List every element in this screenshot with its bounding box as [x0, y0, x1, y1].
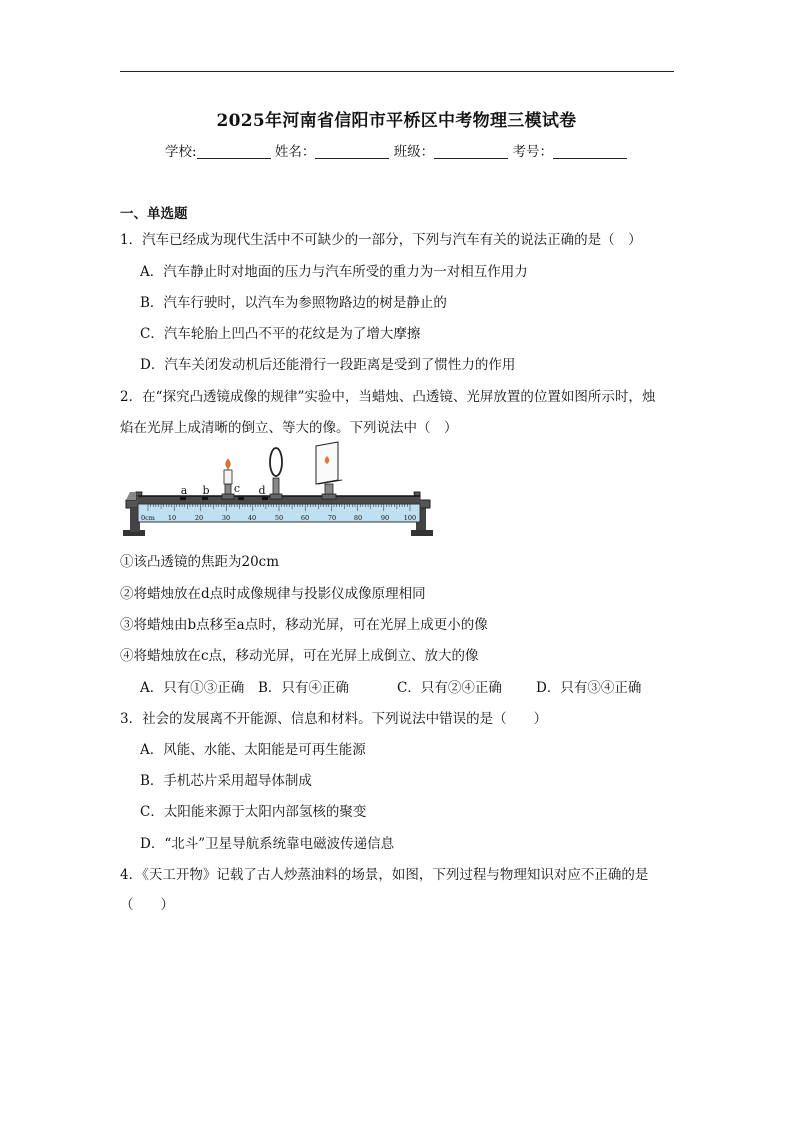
exam-number-label: 考号： [512, 144, 553, 160]
light-screen [316, 442, 342, 499]
point-a-marker [180, 497, 186, 500]
right-foot [411, 530, 433, 536]
q3-stem: 3．社会的发展离不开能源、信息和材料。下列说法中错误的是（ ） [120, 711, 548, 727]
q2-statement-3: ③将蜡烛由b点移至a点时，移动光屏，可在光屏上成更小的像 [120, 617, 488, 633]
class-label: 班级： [393, 144, 435, 160]
scale-label: 80 [353, 514, 363, 522]
point-d-marker [262, 497, 268, 500]
class-blank [434, 144, 508, 159]
left-support-top [126, 492, 136, 500]
school-label: 学校: [165, 144, 197, 160]
q3-option-c: C．太阳能来源于太阳内部氢核的聚变 [140, 804, 367, 820]
scale-label: 50 [274, 514, 284, 522]
q1-option-b: B．汽车行驶时，以汽车为参照物路边的树是静止的 [140, 295, 447, 311]
q3-option-d: D．“北斗”卫星导航系统靠电磁波传递信息 [140, 836, 395, 852]
q2-option-d: D．只有③④正确 [536, 680, 642, 696]
school-blank [197, 144, 271, 159]
q2-stem-line1: 2．在“探究凸透镜成像的规律”实验中，当蜡烛、凸透镜、光屏放置的位置如图所示时，烛 [120, 389, 656, 405]
q2-option-b: B．只有④正确 [258, 680, 349, 696]
point-label-a: a [180, 484, 188, 497]
q1-option-a: A．汽车静止时对地面的压力与汽车所受的重力为一对相互作用力 [140, 264, 528, 280]
name-label: 姓名： [274, 144, 316, 160]
scale-label: 90 [380, 514, 390, 522]
q3-option-b: B．手机芯片采用超导体制成 [140, 773, 312, 789]
q3-option-a: A．风能、水能、太阳能是可再生能源 [140, 742, 366, 758]
scale-label: 70 [327, 514, 337, 522]
scale-label: 60 [300, 514, 310, 522]
point-b-marker [202, 497, 208, 500]
scale-label: 40 [247, 514, 257, 522]
header-rule [120, 71, 674, 72]
q4-stem-line2: （ ） [120, 897, 174, 913]
point-label-c: c [233, 482, 241, 495]
section-heading: 一、单选题 [120, 206, 188, 222]
exam-number-blank [553, 144, 627, 159]
point-label-d: d [258, 484, 266, 497]
convex-lens [270, 448, 282, 499]
point-label-b: b [202, 484, 210, 497]
q1-option-d: D．汽车关闭发动机后还能滑行一段距离是受到了惯性力的作用 [140, 357, 516, 373]
q1-stem: 1．汽车已经成为现代生活中不可缺少的一部分，下列与汽车有关的说法正确的是（ ） [120, 232, 642, 248]
scale-label: 0cm [141, 514, 155, 522]
scale-label: 10 [167, 514, 177, 522]
scale-label: 20 [194, 514, 204, 522]
name-blank [315, 144, 389, 159]
q2-option-c: C．只有②④正确 [397, 680, 502, 696]
optical-bench-figure [122, 440, 438, 542]
exam-title: 2025年河南省信阳市平桥区中考物理三模试卷 [216, 111, 577, 131]
q1-option-c: C．汽车轮胎上凹凸不平的花纹是为了增大摩擦 [140, 326, 421, 342]
student-info-row [165, 140, 627, 160]
point-c-marker [238, 497, 244, 500]
q2-statement-4: ④将蜡烛放在c点，移动光屏，可在光屏上成倒立、放大的像 [120, 648, 479, 664]
q4-stem-line1: 4．《天工开物》记载了古人炒蒸油料的场景，如图，下列过程与物理知识对应不正确的是 [120, 867, 649, 883]
flame-icon [226, 459, 231, 468]
scale-label: 30 [221, 514, 231, 522]
candle [222, 459, 234, 499]
q2-option-a: A．只有①③正确 [140, 680, 245, 696]
q2-stem-line2: 焰在光屏上成清晰的倒立、等大的像。下列说法中（ ） [120, 420, 458, 436]
scale-label: 100 [403, 514, 417, 522]
q2-statement-1: ①该凸透镜的焦距为20cm [120, 554, 280, 570]
q2-statement-2: ②将蜡烛放在d点时成像规律与投影仪成像原理相同 [120, 586, 426, 602]
